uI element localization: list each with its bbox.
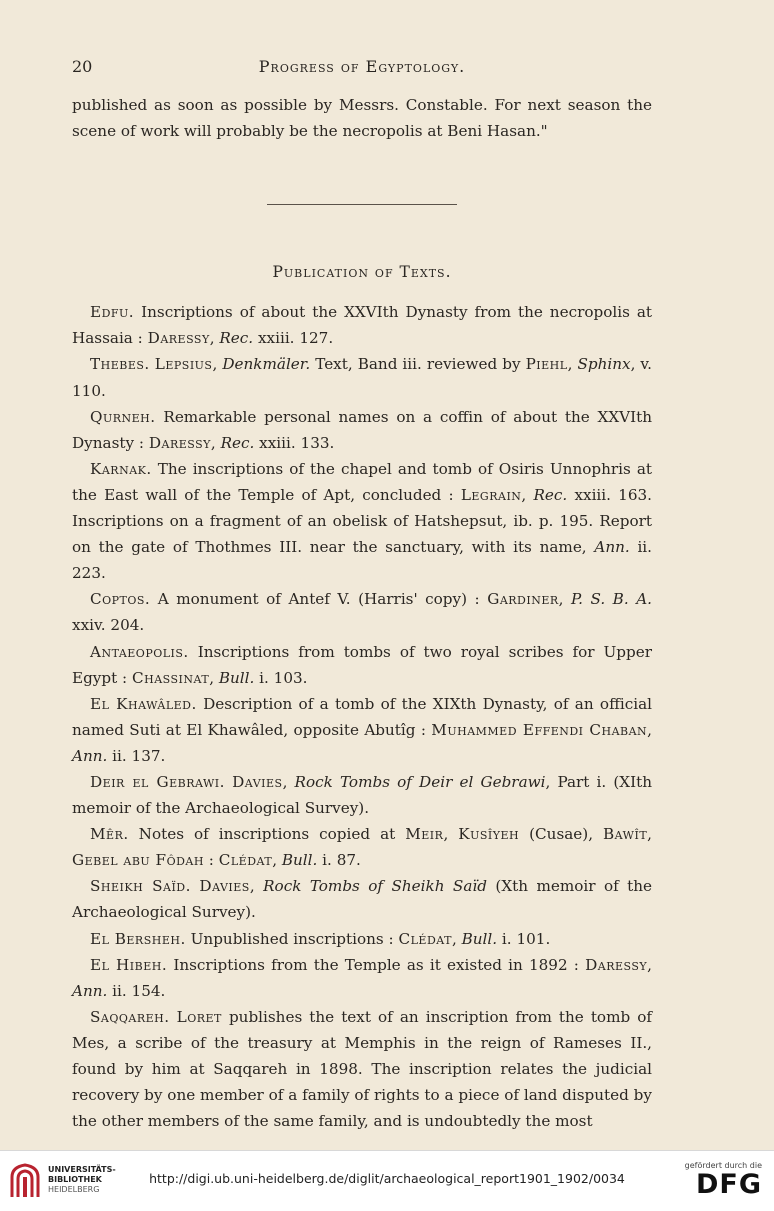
entry-paragraph xyxy=(72,404,652,456)
entry-text: , v. 110. xyxy=(72,355,653,400)
author-name: Piehl xyxy=(525,355,568,374)
publication-title: Rock Tombs of Deir el Gebrawi xyxy=(294,772,546,791)
entry-place-name: El Bersheh. xyxy=(90,929,186,948)
author-name: Meir xyxy=(405,825,444,844)
page-number: 20 xyxy=(72,57,93,76)
entry-text: Inscriptions from tombs of two royal scribes for Upper Egypt : xyxy=(72,642,652,687)
entry-place-name: Antaeopolis. xyxy=(90,642,189,661)
entry-place-name: Mêr. xyxy=(90,825,129,844)
section-title: Publication of Texts. xyxy=(272,263,452,282)
entry-text: Notes of inscriptions copied at xyxy=(128,825,406,844)
entry-paragraph xyxy=(72,586,652,638)
entry-text: , xyxy=(249,877,264,896)
author-name: Loret xyxy=(176,1007,222,1026)
entry-text: , xyxy=(451,929,462,948)
entry-place-name: Coptos. xyxy=(90,590,151,609)
entry-text: xxiii. 163. Inscriptions on a fragment of an obelisk of Hatshepsut, ib. p. 195. Report on the gate of Thothmes III. near the sanctuary, with its name, xyxy=(72,485,652,557)
entry-text: xxiii. 133. xyxy=(254,433,335,452)
entry-text: xxiv. 204. xyxy=(72,616,145,635)
entry-text: i. 103. xyxy=(254,668,308,687)
entry-place-name: Thebes. xyxy=(90,355,150,374)
author-name: Muhammed Effendi Chaban xyxy=(431,720,648,739)
entry-place-name: Deir el Gebrawi. xyxy=(90,772,225,791)
author-name: Clédat xyxy=(218,851,273,870)
author-name: Gebel abu Fôdah xyxy=(72,851,204,870)
entry-text: , xyxy=(272,851,282,870)
entry-text: (Cusae), xyxy=(519,825,604,844)
entry-text: A monument of Antef V. (Harris' copy) : xyxy=(150,590,488,609)
author-name: Chassinat xyxy=(132,668,210,687)
entry-text: The inscriptions of the chapel and tomb of Osiris Unnophris at the East wall of the Temple of Apt, concluded : xyxy=(72,459,652,504)
entry-text: : xyxy=(203,851,219,870)
section-divider xyxy=(267,204,457,205)
entry-text: , xyxy=(647,825,652,844)
entry-text: , xyxy=(647,955,652,974)
publication-title: Bull. xyxy=(281,851,318,870)
publication-title: Denkmäler. xyxy=(222,355,311,374)
entry-place-name: Karnak. xyxy=(90,459,152,478)
entry-text: , xyxy=(282,772,295,791)
entry-paragraph xyxy=(72,873,652,925)
entry-place-name: El Khawâled. xyxy=(90,694,197,713)
entry-paragraph xyxy=(72,456,652,586)
entry-text: ii. 223. xyxy=(72,538,652,583)
entry-text: , xyxy=(647,720,652,739)
entry-paragraph xyxy=(72,821,652,873)
library-name: UNIVERSITÄTS- BIBLIOTHEK HEIDELBERG xyxy=(48,1165,116,1194)
publication-title: Ann. xyxy=(594,538,630,557)
entry-text: i. 101. xyxy=(497,929,551,948)
publication-title: Sphinx xyxy=(577,355,631,374)
entry-text: Unpublished inscriptions : xyxy=(185,929,399,948)
entry-text: , xyxy=(212,355,223,374)
entry-text: , xyxy=(521,485,534,504)
publication-title: Rec. xyxy=(533,485,568,504)
author-name: Daressy xyxy=(585,955,648,974)
author-name: Daressy xyxy=(147,329,210,348)
funder-block xyxy=(685,1161,762,1200)
entry-text: , xyxy=(209,668,219,687)
publication-title: Rec. xyxy=(220,433,255,452)
entry-place-name: Qurneh. xyxy=(90,407,156,426)
entry-place-name: Sheikh Saïd. xyxy=(90,877,191,896)
entry-paragraph xyxy=(72,639,652,691)
entry-text: publishes the text of an inscription from the tomb of Mes, a scribe of the treasury at Memphis in the reign of Rameses II., found by him at Saqqareh in 1898. The inscription relates the judicial recovery by one member of a family of rights to a piece of land disputed by the other members of the same family, and is undoubtedly the most xyxy=(72,1007,653,1131)
publication-title: Ann. xyxy=(72,981,108,1000)
publication-title: Bull. xyxy=(218,668,255,687)
entry-text: , xyxy=(443,825,459,844)
entry-paragraph xyxy=(72,299,652,351)
author-name: Gardiner xyxy=(487,590,559,609)
entry-text: ii. 137. xyxy=(107,746,166,765)
entry-text: Inscriptions from the Temple as it existed in 1892 : xyxy=(167,955,586,974)
author-name: Davies xyxy=(199,877,250,896)
publication-title: Ann. xyxy=(72,746,108,765)
entry-text: ii. 154. xyxy=(107,981,166,1000)
entry-paragraph xyxy=(72,351,652,403)
entry-paragraph xyxy=(72,952,652,1004)
publication-title: Rec. xyxy=(219,329,254,348)
publication-title: P. S. B. A. xyxy=(571,590,652,609)
entry-place-name: El Hibeh. xyxy=(90,955,168,974)
entry-text: i. 87. xyxy=(317,851,361,870)
footer-bar xyxy=(0,1150,774,1211)
running-title: Progress of Egyptology. xyxy=(258,57,466,76)
running-header xyxy=(72,56,652,78)
entry-place-name: Edfu. xyxy=(90,303,135,322)
author-name: Legrain xyxy=(460,485,522,504)
author-name: Davies xyxy=(232,772,283,791)
permalink-url[interactable]: http://digi.ub.uni-heidelberg.de/diglit/archaeological_report1901_1902/0034 xyxy=(149,1171,625,1186)
entry-place-name: Saqqareh. xyxy=(90,1007,170,1026)
entry-text: , xyxy=(558,590,571,609)
entry-text: , xyxy=(210,433,221,452)
funded-by-label: gefördert durch die xyxy=(684,1161,762,1170)
entry-text: , xyxy=(567,355,578,374)
entry-text: , Part i. (XIth memoir of the Archaeological Survey). xyxy=(72,772,653,818)
entry-text: Description of a tomb of the XIXth Dynasty, of an official named Suti at El Khawâled, opposite Abutîg : xyxy=(72,694,652,739)
publication-title: Bull. xyxy=(461,929,498,948)
entry-text: Text, Band iii. reviewed by xyxy=(310,355,526,374)
intro-paragraph: published as soon as possible by Messrs. Constable. For next season the scene of work will probably be the necropolis at Beni Hasan." xyxy=(72,96,652,141)
entry-paragraph xyxy=(72,1004,652,1134)
author-name: Bawît xyxy=(603,825,648,844)
entry-text: (Xth memoir of the Archaeological Survey). xyxy=(72,877,653,922)
author-name: Lepsius xyxy=(154,355,213,374)
entry-text: Remarkable personal names on a coffin of about the XXVIth Dynasty : xyxy=(72,407,652,452)
author-name: Kusîyeh xyxy=(458,825,520,844)
author-name: Daressy xyxy=(148,433,211,452)
entry-text: Inscriptions of about the XXVIth Dynasty from the necropolis at Hassaia : xyxy=(72,303,652,348)
entry-text: , xyxy=(209,329,220,348)
entry-paragraph xyxy=(72,926,652,952)
page-body xyxy=(72,92,652,1134)
entry-list xyxy=(72,299,652,1134)
author-name: Clédat xyxy=(398,929,452,948)
entry-paragraph xyxy=(72,769,652,821)
publication-title: Rock Tombs of Sheikh Saïd xyxy=(263,877,487,896)
entry-paragraph xyxy=(72,691,652,769)
entry-text: xxiii. 127. xyxy=(253,329,334,348)
entry-text xyxy=(170,1008,177,1026)
dfg-logo: DFG xyxy=(695,1169,762,1200)
